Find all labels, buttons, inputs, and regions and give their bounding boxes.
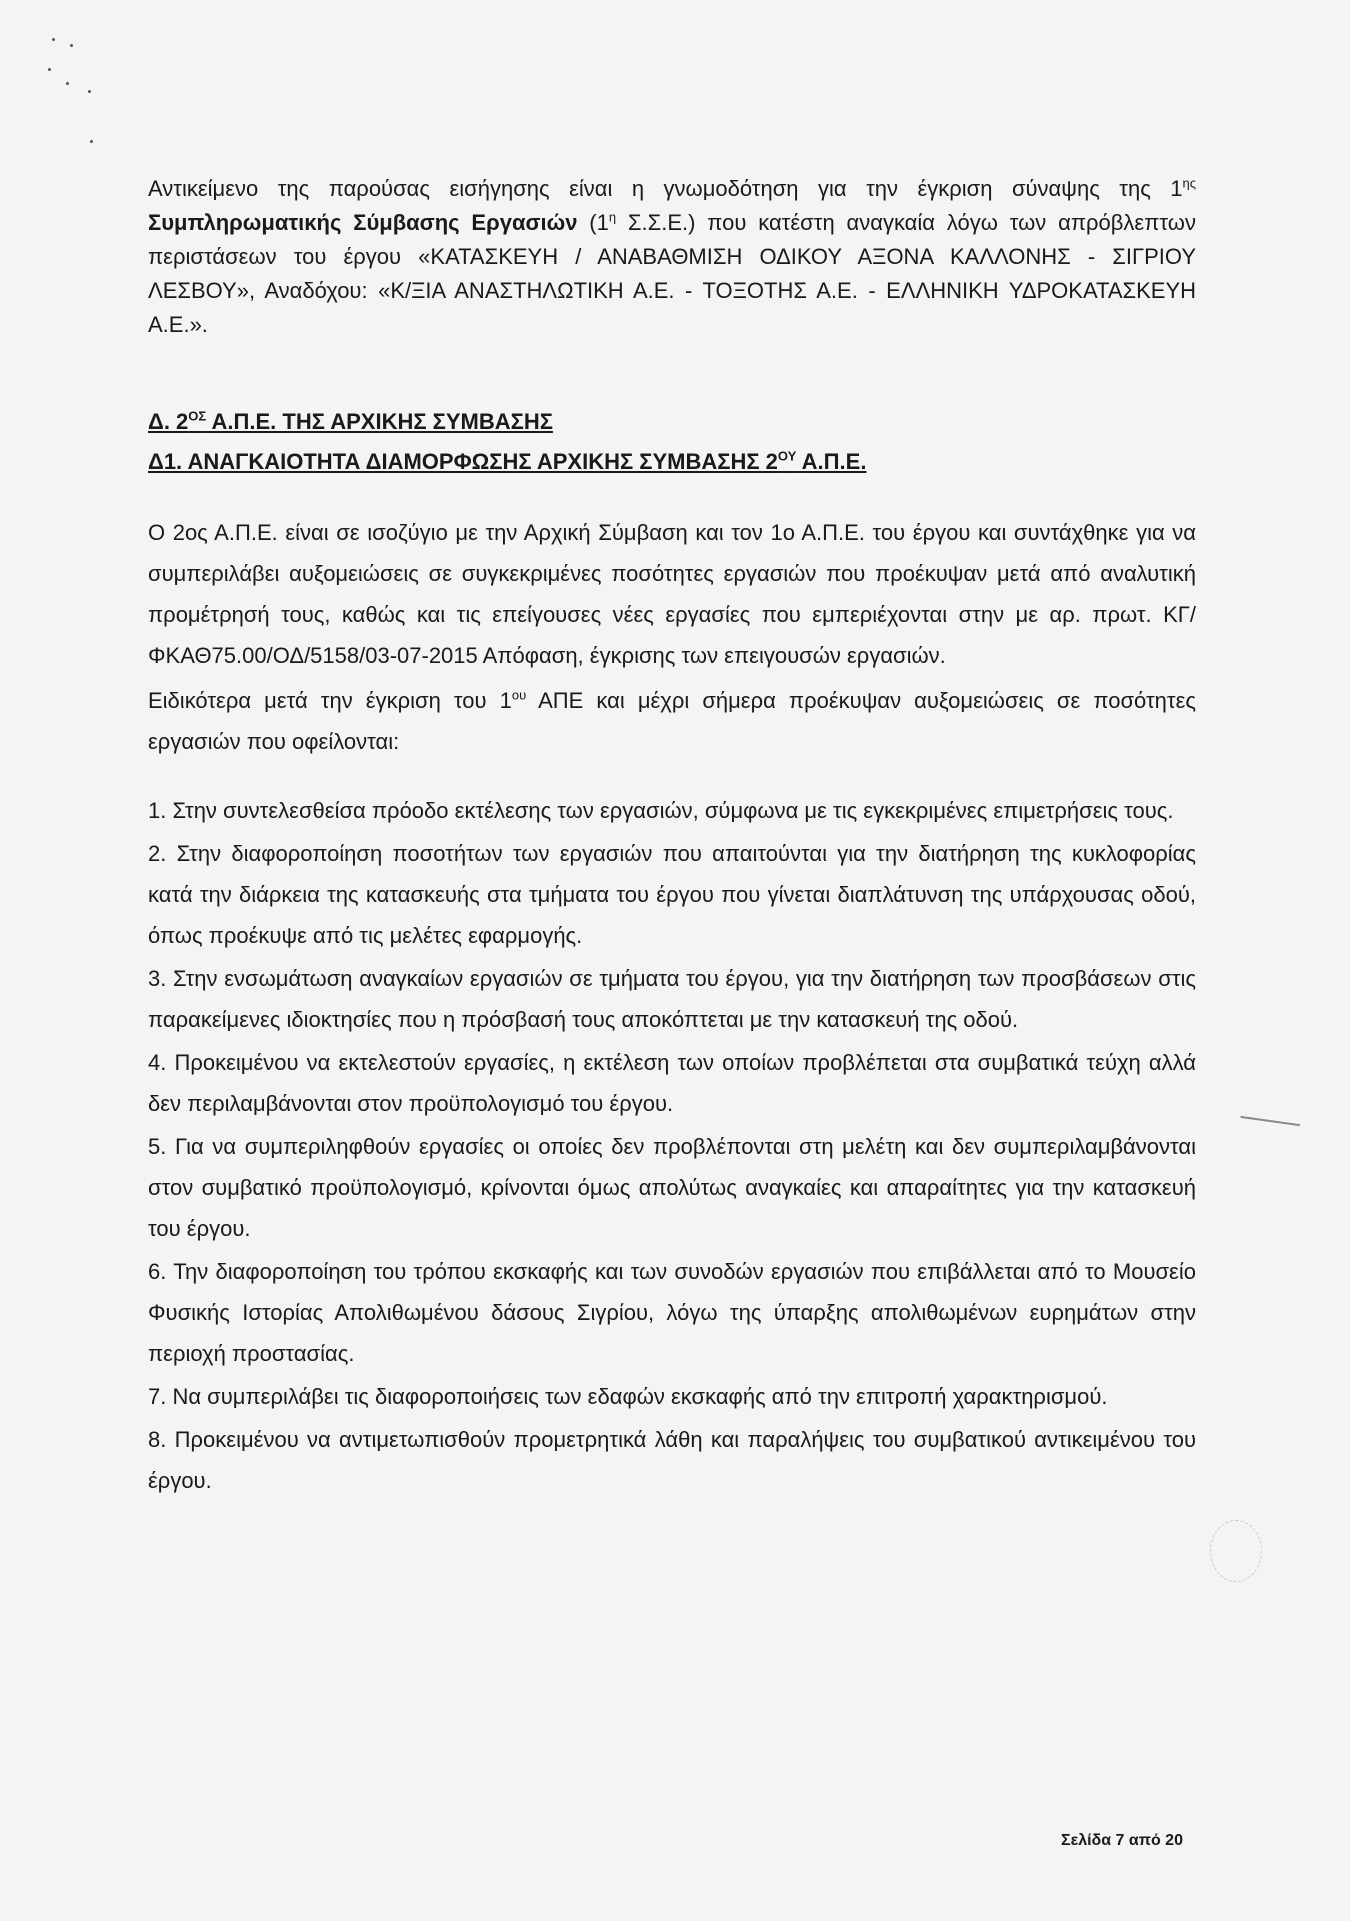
page-number: Σελίδα 7 από 20 <box>1061 1832 1183 1849</box>
list-item: 2. Στην διαφοροποίηση ποσοτήτων των εργασιών που απαιτούνται για την διατήρηση της κυκλοφορίας κατά την διάρκεια της κατασκευής στα τμήματα του έργου που γίνεται διαπλάτυνση της υπάρχουσας οδού, όπως προέκυψε από τις μελέτες εφαρμογής. <box>148 841 1196 948</box>
contract-title: Συμπληρωματικής Σύμβασης Εργασιών <box>148 210 578 235</box>
list-item: 6. Την διαφοροποίηση του τρόπου εκσκαφής και των συνοδών εργασιών που επιβάλλεται από το Μουσείο Φυσικής Ιστορίας Απολιθωμένου δάσους Σιγρίου, λόγω της ύπαρξης απολιθωμένων ευρημάτων στην περιοχή προστασίας. <box>148 1259 1196 1366</box>
list-item: 3. Στην ενσωμάτωση αναγκαίων εργασιών σε τμήματα του έργου, για την διατήρηση των προσβάσεων στις παρακείμενες ιδιοκτησίες που η πρόσβασή τους αποκόπτεται με την κατασκευή της οδού. <box>148 966 1196 1032</box>
list-item: 1. Στην συντελεσθείσα πρόοδο εκτέλεσης των εργασιών, σύμφωνα με τις εγκεκριμένες επιμετρήσεις τους. <box>148 798 1174 823</box>
list-item: 5. Για να συμπεριληφθούν εργασίες οι οποίες δεν προβλέπονται στη μελέτη και δεν συμπεριλαμβάνονται στον συμβατικό προϋπολογισμό, κρίνονται όμως απολύτως αναγκαίες και απαραίτητες για την κατασκευή του έργου. <box>148 1134 1196 1241</box>
reasons-list <box>148 790 1196 1501</box>
paragraph-2: Ειδικότερα μετά την έγκριση του $1^{o\upsilon}$ ΑΠΕ και μέχρι σήμερα προέκυψαν αυξομειώσεις σε ποσότητες εργασιών που οφείλονται: <box>148 687 1197 754</box>
section-heading-d1: Δ1. ΑΝΑΓΚΑΙΟΤΗΤΑ ΔΙΑΜΟΡΦΩΣΗΣ ΑΡΧΙΚΗΣ ΣΥΜΒΑΣΗΣ $2^{O\Upsilon}$ Α.Π.Ε. <box>148 448 867 474</box>
list-item: 7. Να συμπεριλάβει τις διαφοροποιήσεις των εδαφών εκσκαφής από την επιτροπή χαρακτηρισμού. <box>148 1384 1108 1409</box>
intro-paragraph: Αντικείμενο της παρούσας εισήγησης είναι η γνωμοδότηση για την έγκριση σύναψης της $1^{\eta\varsigma}$ Συμπληρωματικής Σύμβασης Εργασιών ($1^\eta$ Σ.Σ.Ε.) που κατέστη αναγκαία λόγω των απρόβλεπτων περιστάσεων του έργου «ΚΑΤΑΣΚΕΥΗ / ΑΝΑΒΑΘΜΙΣΗ ΟΔΙΚΟΥ ΑΞΟΝΑ ΚΑΛΛΟΝΗΣ - ΣΙΓΡΙΟΥ ΛΕΣΒΟΥ», Αναδόχου: «Κ/ΞΙΑ ΑΝΑΣΤΗΛΩΤΙΚΗ Α.Ε. - ΤΟΞΟΤΗΣ Α.Ε. - ΕΛΛΗΝΙΚΗ ΥΔΡΟΚΑΤΑΣΚΕΥΗ Α.Ε.». <box>148 175 1196 337</box>
margin-mark <box>1240 1116 1300 1130</box>
list-item: 4. Προκειμένου να εκτελεστούν εργασίες, η εκτέλεση των οποίων προβλέπεται στα συμβατικά τεύχη αλλά δεν περιλαμβάνονται στον προϋπολογισμό του έργου. <box>148 1050 1196 1116</box>
section-heading-d: Δ. $2^{O\Sigma}$ Α.Π.Ε. ΤΗΣ ΑΡΧΙΚΗΣ ΣΥΜΒΑΣΗΣ <box>148 408 553 434</box>
scan-specks <box>40 30 100 150</box>
document-body <box>148 172 1196 1503</box>
paragraph-1: Ο 2ος Α.Π.Ε. είναι σε ισοζύγιο με την Αρχική Σύμβαση και τον 1ο Α.Π.Ε. του έργου και συντάχθηκε για να συμπεριλάβει αυξομειώσεις σε συγκεκριμένες ποσότητες εργασιών που προέκυψαν μετά από αναλυτική προμέτρησή τους, καθώς και τις επείγουσες νέες εργασίες που εμπεριέχονται στην με αρ. πρωτ. ΚΓ/ΦΚΑΘ75.00/ΟΔ/5158/03-07-2015 Απόφαση, έγκρισης των επειγουσών εργασιών. <box>148 520 1196 668</box>
list-item: 8. Προκειμένου να αντιμετωπισθούν προμετρητικά λάθη και παραλήψεις του συμβατικού αντικειμένου του έργου. <box>148 1427 1196 1493</box>
bleed-through-mark <box>1210 1520 1262 1582</box>
